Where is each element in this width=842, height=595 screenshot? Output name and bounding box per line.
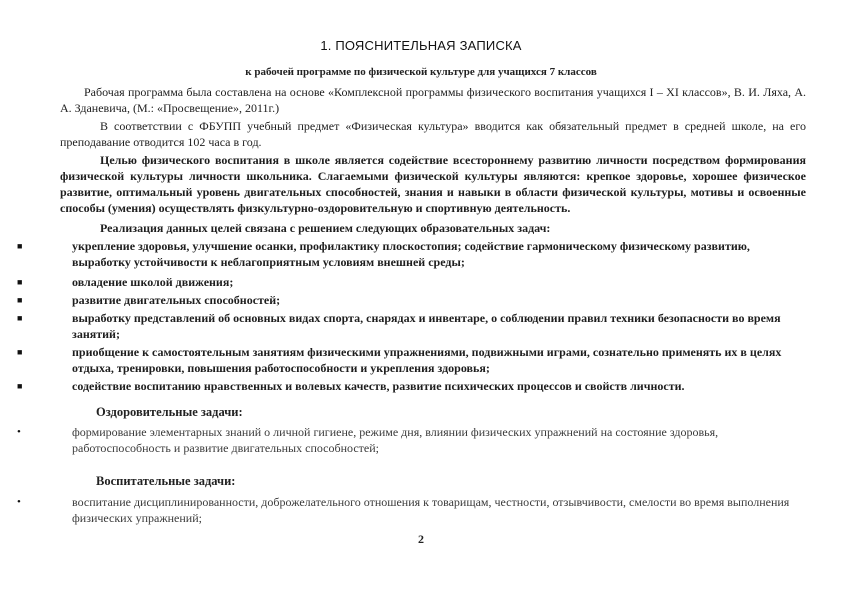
list-item-text: приобщение к самостоятельным занятиям физическими упражнениями, подвижными играми, сознательно применять их в целях отдыха, тренировки, повышения работоспособности и укрепления здоровья; — [72, 345, 782, 375]
page-subtitle: к рабочей программе по физической культуре для учащихся 7 классов — [245, 66, 597, 78]
page-number: 2 — [418, 532, 424, 546]
square-bullet-icon: ■ — [17, 347, 23, 357]
square-bullet-icon: ■ — [17, 313, 23, 323]
list-item-text: овладение школой движения; — [72, 275, 234, 289]
dot-bullet-icon: • — [17, 426, 21, 438]
list-item-educational-task — [60, 344, 806, 376]
paragraph-goal: Целью физического воспитания в школе является содействие всестороннему развитию личности посредством формирования физической культуры личности школьника. Слагаемыми физической культуры являются: крепкое здоровье, хорошее физическое развитие, оптимальный уровень двигательных способностей, знания и навыки в области физической культуры, мотивы и освоенные способы (умения) осуществлять физкультурно-оздоровительную и спортивную деятельность. — [60, 153, 806, 215]
upbringing-tasks-heading: Воспитательные задачи: — [96, 474, 236, 488]
list-item-educational-task — [60, 310, 806, 342]
square-bullet-icon: ■ — [17, 295, 23, 305]
list-item-health-task — [60, 424, 806, 456]
list-item-upbringing-task — [60, 494, 806, 526]
list-item-text: укрепление здоровья, улучшение осанки, профилактику плоскостопия; содействие гармоническому физическому развитию, выработку устойчивости к неблагоприятным условиям внешней среды; — [72, 239, 750, 269]
list-item-educational-task — [60, 292, 806, 308]
list-item-educational-task — [60, 274, 806, 290]
list-item-text: выработку представлений об основных видах спорта, снарядах и инвентаре, о соблюдении правил техники безопасности во время занятий; — [72, 311, 781, 341]
square-bullet-icon: ■ — [17, 277, 23, 287]
paragraph-program-basis: Рабочая программа была составлена на основе «Комплексной программы физического воспитания учащихся I – XI классов», В. И. Ляха, А. А. Зданевича, (М.: «Просвещение», 2011г.) — [60, 85, 806, 115]
list-item-text: содействие воспитанию нравственных и волевых качеств, развитие психических процессов и свойств личности. — [72, 379, 685, 393]
paragraph-tasks-intro: Реализация данных целей связана с решением следующих образовательных задач: — [100, 221, 551, 235]
dot-bullet-icon: • — [17, 496, 21, 508]
paragraph-hours: В соответствии с ФБУПП учебный предмет «Физическая культура» вводится как обязательный предмет в средней школе, на его преподавание отводится 102 часа в год. — [60, 119, 806, 149]
list-item-text: формирование элементарных знаний о личной гигиене, режиме дня, влиянии физических упражнений на состояние здоровья, работоспособность и развитие двигательных способностей; — [72, 425, 719, 455]
square-bullet-icon: ■ — [17, 381, 23, 391]
square-bullet-icon: ■ — [17, 241, 23, 251]
page-title: 1. ПОЯСНИТЕЛЬНАЯ ЗАПИСКА — [320, 38, 522, 53]
list-item-text: развитие двигательных способностей; — [72, 293, 281, 307]
health-tasks-heading: Оздоровительные задачи: — [96, 405, 243, 419]
list-item-educational-task — [60, 378, 806, 394]
list-item-text: воспитание дисциплинированности, доброжелательного отношения к товарищам, честности, отзывчивости, смелости во время выполнения физических упражнений; — [72, 495, 790, 525]
list-item-educational-task — [60, 238, 806, 270]
